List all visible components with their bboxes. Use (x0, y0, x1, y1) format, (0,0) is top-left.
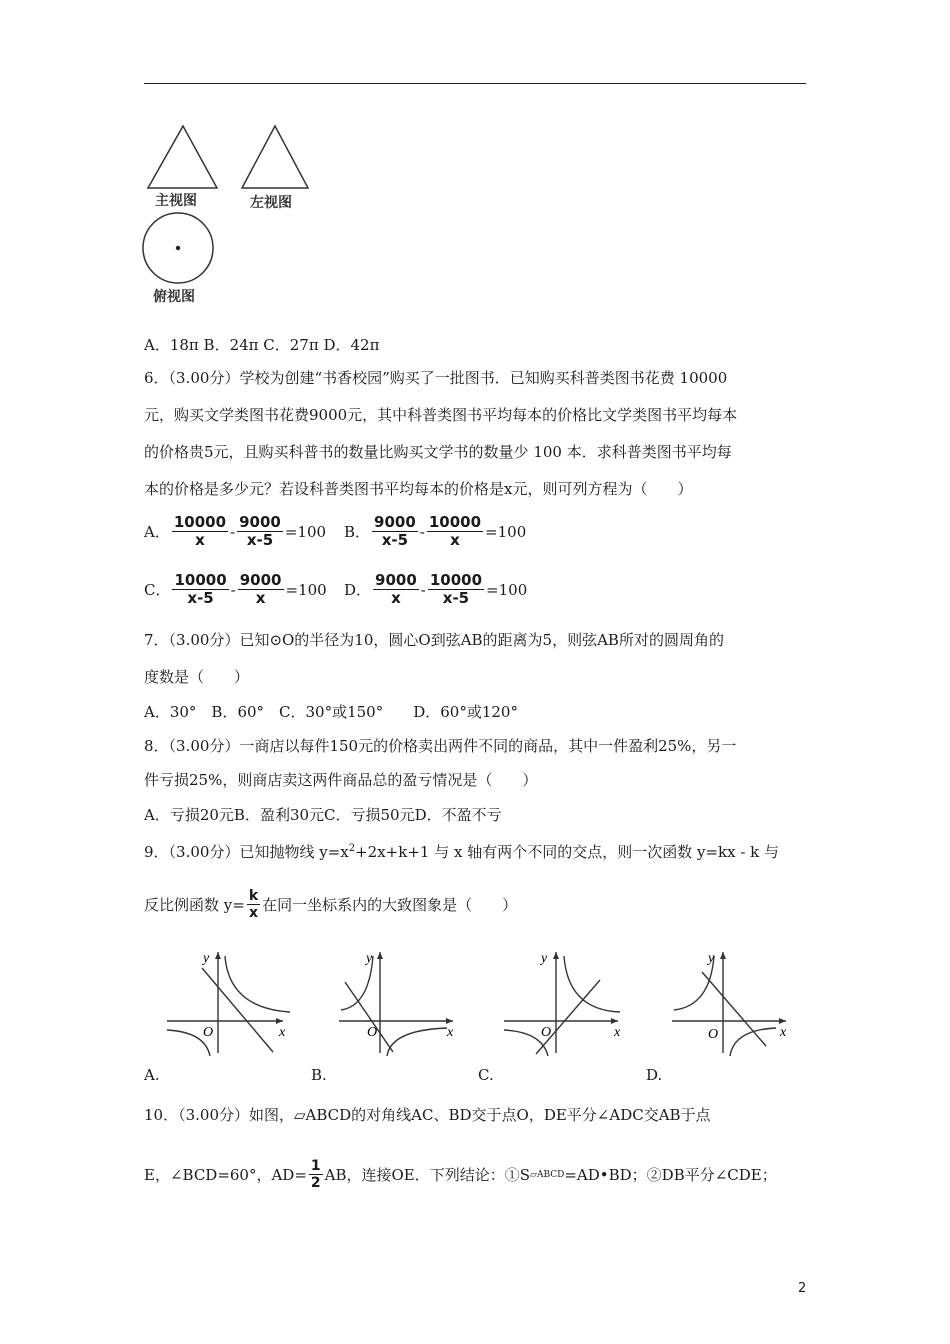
q10-line-1: 10．（3.00分）如图，▱ABCD的对角线AC、BD交于点O，DE平分∠ADC交AB于点 (144, 1106, 711, 1124)
linear-line (536, 980, 600, 1054)
fraction: $\frac{9000}{x-5}$ (239, 513, 281, 549)
q10-line-2: E，∠BCD=60°，AD= $\frac{1}{2}$ AB，连接OE．下列结论：①S ▱ABCD =AD•BD；②DB平分∠CDE； (144, 1158, 777, 1191)
three-views-figure (140, 118, 320, 308)
q8-options: A．亏损20元B．盈利30元C．亏损50元D．不盈不亏 (144, 806, 502, 824)
origin-label: O (367, 1025, 378, 1040)
page-number: 2 (798, 1281, 807, 1296)
fraction: $\frac{10000}{x}$ (428, 513, 482, 549)
graph-b-label: B. (311, 1066, 327, 1084)
x-axis-arrow (446, 1018, 453, 1024)
fraction: $\frac{9000}{x-5}$ (374, 513, 416, 549)
top-view-center-dot (176, 246, 180, 250)
q6-option-d: D． $\frac{9000}{x}$ - $\frac{10000}{x-5}$ =100 (344, 571, 528, 607)
front-view-label: 主视图 (155, 193, 197, 209)
x-axis-arrow (779, 1018, 786, 1024)
y-axis-arrow (553, 952, 559, 959)
q6-line-3: 的价格贵5元，且购买科普书的数量比购买文学书的数量少 100 本．求科普类图书平均每 (144, 443, 732, 461)
q5-options: A．18π B．24π C．27π D．42π (144, 336, 380, 354)
x-axis-arrow (276, 1018, 283, 1024)
q6-line-2: 元，购买文学类图书花费9000元，其中科普类图书平均每本的价格比文学类图书平均每本 (144, 406, 738, 424)
left-view-label: 左视图 (250, 195, 292, 211)
q9-line-1: 9．（3.00分）已知抛物线 $y=x^2+2x+k+1$ 与 x 轴有两个不同的交点，则一次函数 y=kx - k 与 (144, 843, 780, 861)
y-axis-arrow (720, 952, 726, 959)
y-axis-label: y (708, 951, 715, 966)
fraction: $\frac{9000}{x}$ (375, 571, 417, 607)
graph-c-label: C. (478, 1066, 494, 1084)
q6-option-a: A． $\frac{10000}{x}$ - $\frac{9000}{x-5}$ =100 (144, 513, 327, 549)
x-axis-label: x (447, 1025, 454, 1040)
q8-line-1: 8．（3.00分）一商店以每件150元的价格卖出两件不同的商品，其中一件盈利25%，另一 (144, 737, 737, 755)
q6-option-c: C． $\frac{10000}{x-5}$ - $\frac{9000}{x}$ =100 (144, 571, 327, 607)
origin-label: O (708, 1027, 719, 1042)
graph-a-label: A. (144, 1066, 160, 1084)
hyperbola-branch-2 (730, 1028, 776, 1056)
q8-line-2: 件亏损25%，则商店卖这两件商品总的盈亏情况是（ ） (144, 771, 538, 789)
x-axis-arrow (611, 1018, 618, 1024)
graph-d (668, 948, 798, 1058)
fraction: $\frac{10000}{x-5}$ (174, 571, 227, 607)
fraction: $\frac{9000}{x}$ (239, 571, 282, 607)
q9-line-2: 反比例函数 y= $\frac{k}{x}$ 在同一坐标系内的大致图象是（ ） (144, 888, 518, 921)
hyperbola-branch-1 (225, 956, 290, 1012)
graph-b (335, 948, 465, 1058)
graph-a (165, 948, 295, 1058)
x-axis-label: x (780, 1025, 787, 1040)
hyperbola-branch-1 (564, 956, 620, 1012)
fraction-k-over-x: $\frac{k}{x}$ (248, 888, 259, 921)
fraction: $\frac{10000}{x-5}$ (429, 571, 483, 607)
q6-line-4: 本的价格是多少元？若设科普类图书平均每本的价格是x元，则可列方程为（ ） (144, 480, 693, 498)
q6-option-b: B． $\frac{9000}{x-5}$ - $\frac{10000}{x}$ =100 (344, 513, 527, 549)
origin-label: O (541, 1025, 552, 1040)
y-axis-label: y (366, 951, 373, 966)
graph-c (500, 948, 630, 1058)
fraction: $\frac{10000}{x}$ (173, 513, 227, 549)
q7-options: A．30° B．60° C．30°或150° D．60°或120° (144, 703, 518, 721)
x-axis-label: x (279, 1025, 286, 1040)
q6-line-1: 6．（3.00分）学校为创建“书香校园”购买了一批图书．已知购买科普类图书花费 10000 (144, 369, 728, 387)
y-axis-label: y (541, 951, 548, 966)
q7-line-1: 7．（3.00分）已知⊙O的半径为10，圆心O到弦AB的距离为5，则弦AB所对的圆周角的 (144, 631, 724, 649)
fraction-one-half: $\frac{1}{2}$ (310, 1158, 321, 1191)
origin-label: O (203, 1025, 214, 1040)
front-view-triangle (148, 126, 217, 188)
y-axis-label: y (203, 951, 210, 966)
q7-line-2: 度数是（ ） (144, 668, 250, 686)
x-axis-label: x (614, 1025, 621, 1040)
left-view-triangle (242, 126, 308, 188)
y-axis-arrow (377, 952, 383, 959)
header-rule (144, 83, 806, 84)
top-view-label: 俯视图 (153, 289, 195, 305)
linear-line (345, 982, 393, 1052)
hyperbola-branch-2 (387, 1028, 447, 1056)
y-axis-arrow (215, 952, 221, 959)
graph-d-label: D. (646, 1066, 663, 1084)
